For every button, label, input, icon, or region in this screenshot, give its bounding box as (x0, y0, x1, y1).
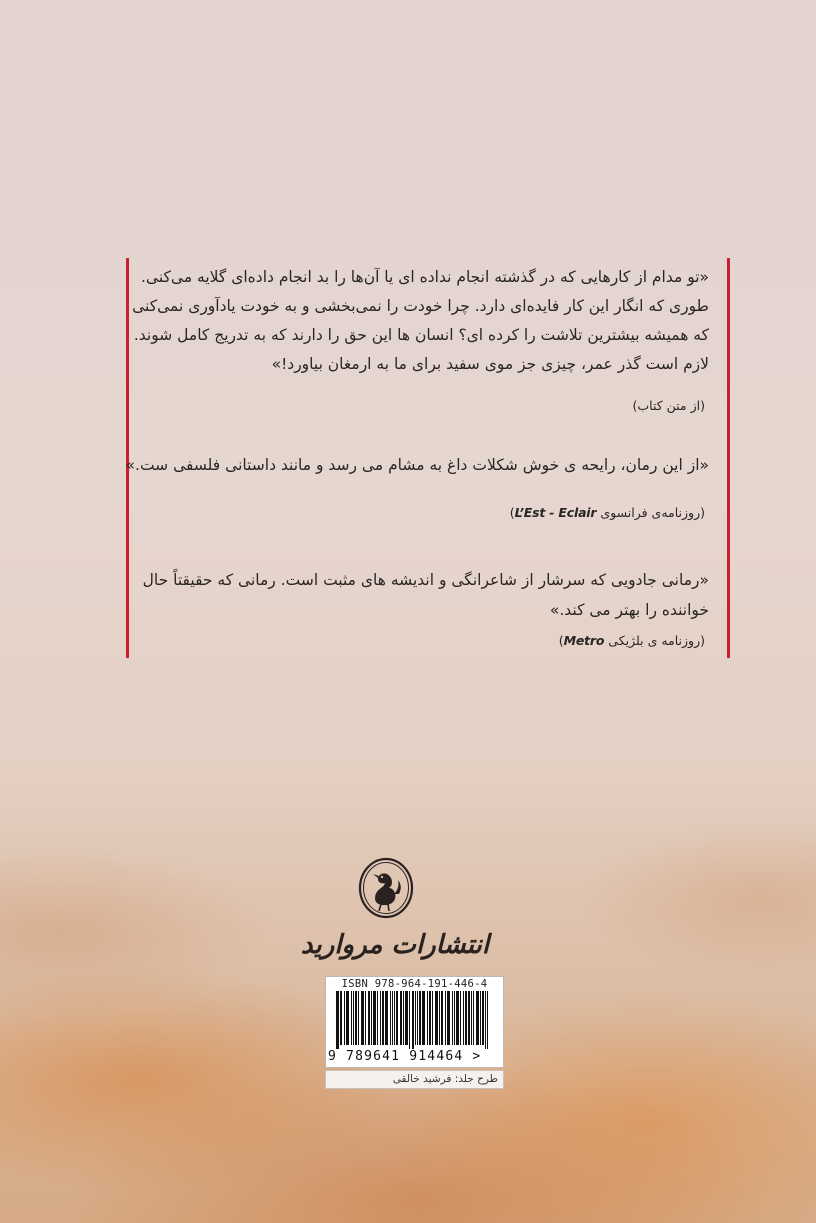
barcode-bar (430, 991, 431, 1045)
barcode-bar (415, 991, 416, 1045)
quote-1 (129, 263, 709, 381)
barcode-bar (409, 991, 410, 1049)
quote-2-source-suffix: ) (509, 505, 515, 520)
cover-design-credit-text: طرح جلد: فرشید خالقی (392, 1073, 498, 1085)
quote-3-source (559, 633, 705, 648)
quote-1-line-1: «تو مدام از کارهایی که در گذشته انجام نداده ای یا آن‌ها را بد انجام داده‌ای گلایه می‌کنی. (141, 268, 709, 286)
barcode-bar (340, 991, 341, 1045)
barcode-bar (435, 991, 436, 1045)
barcode-bar (478, 991, 479, 1045)
quote-1-line-2: طوری که انگار این کار فایده‌ای دارد. چرا خودت را نمی‌بخشی و به خودت یادآوری نمی‌کنی (132, 297, 709, 315)
barcode-bar (338, 991, 339, 1049)
barcode-bar (387, 991, 388, 1045)
barcode-bar (465, 991, 466, 1045)
barcode-bar (439, 991, 440, 1045)
bird-medallion-icon (357, 856, 415, 920)
barcode-bar (356, 991, 357, 1045)
barcode-bar (420, 991, 421, 1045)
barcode-bar (417, 991, 418, 1045)
barcode-bar (482, 991, 483, 1045)
barcode-bar (347, 991, 348, 1045)
barcode-bar (452, 991, 453, 1045)
barcode-bar (483, 991, 484, 1045)
barcode-bar (390, 991, 391, 1045)
barcode-bar (337, 991, 338, 1049)
barcode-bar (412, 991, 413, 1049)
barcode-bar (445, 991, 446, 1045)
barcode-bar (396, 991, 397, 1045)
barcode-bar (336, 991, 337, 1049)
barcode-bar (373, 991, 374, 1045)
barcode-bar (432, 991, 433, 1045)
cover-design-credit (325, 1070, 504, 1089)
barcode-bar (441, 991, 442, 1045)
barcode-bar (477, 991, 478, 1045)
barcode-bar (405, 991, 406, 1045)
barcode-bar (487, 991, 488, 1049)
barcode-bar (406, 991, 407, 1045)
barcode-bar (401, 991, 402, 1045)
barcode-bar (429, 991, 430, 1045)
barcode-bar (375, 991, 376, 1045)
barcode-bar (427, 991, 428, 1045)
quote-2-source-newspaper: L’Est - Eclair (514, 505, 597, 520)
barcode-bar (344, 991, 345, 1045)
barcode-bar (403, 991, 404, 1045)
barcode-bar (457, 991, 458, 1045)
quote-2-source-prefix: (روزنامه‌ی فرانسوی (600, 505, 705, 520)
barcode-bar (371, 991, 372, 1045)
quote-panel (126, 258, 730, 658)
quote-2: «از این رمان، رایحه ی خوش شکلات داغ به مشام می رسد و مانند داستانی فلسفی ست.» (125, 456, 709, 474)
barcode-bar (362, 991, 363, 1045)
barcode-bar (385, 991, 386, 1045)
barcode-bar (463, 991, 464, 1045)
barcode-bar (397, 991, 398, 1045)
barcode-bar (476, 991, 477, 1045)
barcode-bar (468, 991, 469, 1045)
quote-3-source-suffix: ) (558, 633, 564, 648)
ean-digits: 9 789641 914464 > (328, 1049, 482, 1064)
quote-3-source-newspaper: Metro (563, 633, 605, 648)
barcode-bar (473, 991, 474, 1045)
barcode-bar (447, 991, 448, 1045)
barcode-bar (346, 991, 347, 1045)
barcode-bar (469, 991, 470, 1045)
barcode-bar (380, 991, 381, 1045)
quote-3 (129, 566, 709, 626)
barcode-bar (485, 991, 486, 1049)
quote-3-line-1: «رمانی جادویی که سرشار از شاعرانگی و اندیشه های مثبت است. رمانی که حقیقتاً حال (142, 571, 709, 589)
barcode-bar (361, 991, 362, 1045)
barcode-bar (358, 991, 359, 1045)
barcode (325, 976, 504, 1068)
quote-3-source-prefix: (روزنامه ی بلژیکی (608, 633, 705, 648)
isbn-label: ISBN 978-964-191-446-4 (341, 978, 488, 990)
barcode-bar (374, 991, 375, 1045)
barcode-bar (392, 991, 393, 1045)
quote-1-line-4: لازم است گذر عمر، چیزی جز موی سفید برای ما به ارمغان بیاورد!» (271, 355, 709, 373)
barcode-bar (369, 991, 370, 1045)
quote-2-source (510, 505, 705, 520)
barcode-bar (368, 991, 369, 1045)
barcode-bar (377, 991, 378, 1045)
barcode-bar (400, 991, 401, 1045)
barcode-bar (341, 991, 342, 1045)
barcode-bar (460, 991, 461, 1045)
barcode-bar (422, 991, 423, 1045)
barcode-bar (353, 991, 354, 1045)
barcode-bar (442, 991, 443, 1045)
barcode-bar (448, 991, 449, 1045)
barcode-bar (355, 991, 356, 1045)
quote-1-source: (از متن کتاب) (632, 398, 705, 413)
publisher-name: انتشارات مروارید (300, 930, 490, 960)
quote-3-line-2: خواننده را بهتر می کند.» (549, 601, 709, 619)
barcode-bar (423, 991, 424, 1045)
barcode-bar (363, 991, 364, 1045)
barcode-bar (471, 991, 472, 1045)
quote-1-line-3: که همیشه بیشترین تلاشت را کرده ای؟ انسان ها این حق را دارند که به تدریج کامل شوند. (133, 326, 709, 344)
barcode-bars (336, 991, 493, 1049)
barcode-bar (348, 991, 349, 1045)
barcode-bar (407, 991, 408, 1045)
barcode-bar (436, 991, 437, 1045)
barcode-bar (413, 991, 414, 1049)
barcode-bar (382, 991, 383, 1045)
barcode-bar (365, 991, 366, 1045)
barcode-bar (383, 991, 384, 1045)
barcode-bar (351, 991, 352, 1045)
barcode-bar (480, 991, 481, 1045)
barcode-bar (424, 991, 425, 1045)
barcode-bar (466, 991, 467, 1045)
barcode-bar (456, 991, 457, 1045)
barcode-bar (458, 991, 459, 1045)
barcode-bar (394, 991, 395, 1045)
barcode-bar (449, 991, 450, 1045)
barcode-bar (437, 991, 438, 1045)
barcode-bar (454, 991, 455, 1045)
barcode-bar (386, 991, 387, 1045)
barcode-bar (419, 991, 420, 1045)
